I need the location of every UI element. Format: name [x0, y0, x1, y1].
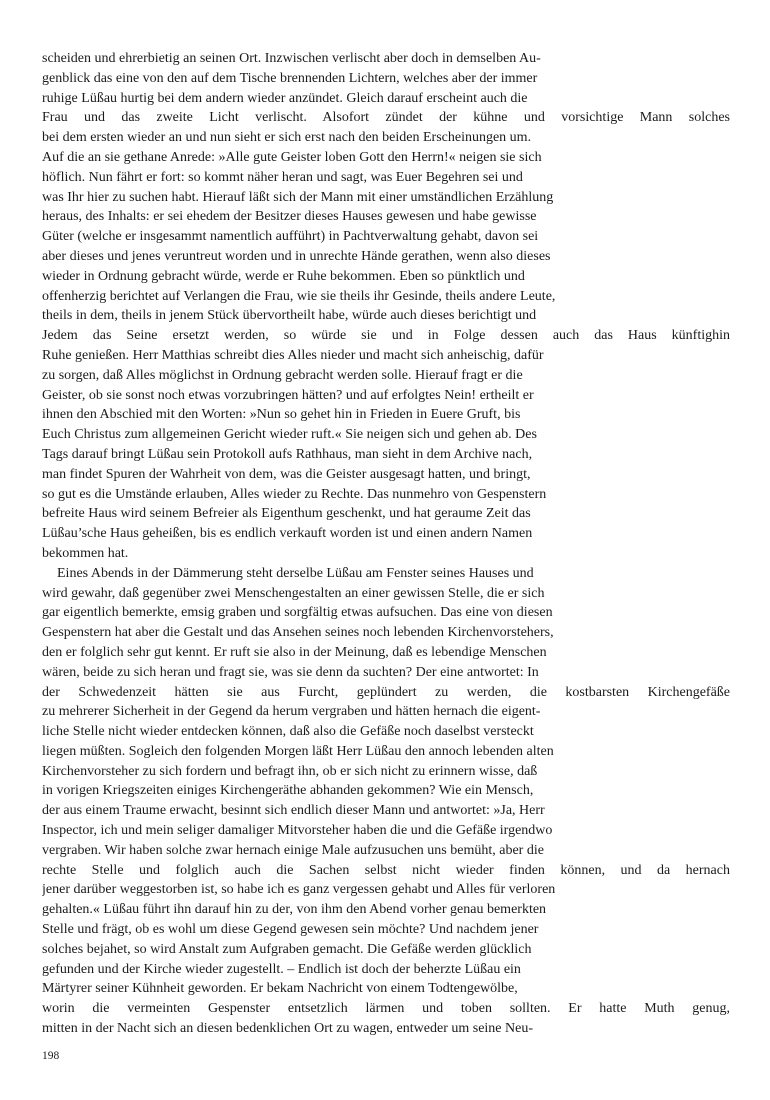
- text-line: rechte Stelle und folglich auch die Sachen selbst nicht wieder finden können, und da hernach: [42, 862, 730, 878]
- text-line: jener darüber weggestorben ist, so habe ich es ganz vergessen gehabt und Alles für verloren: [42, 882, 556, 898]
- text-line: Kirchenvorsteher zu sich fordern und befragt ihn, ob er sich nicht zu erinnern wisse, daß: [42, 763, 538, 779]
- text-line: ihnen den Abschied mit den Worten: »Nun so gehet hin in Frieden in Euere Gruft, bis: [42, 407, 521, 423]
- text-line: Lüßau’sche Haus geheißen, bis es endlich verkauft worden ist und einen andern Namen: [42, 526, 533, 542]
- text-line: Auf die an sie gethane Anrede: »Alle gute Geister loben Gott den Herrn!« neigen sie sich: [42, 149, 542, 165]
- text-line: wird gewahr, daß gegenüber zwei Menschengestalten an einer gewissen Stelle, die er sich: [42, 585, 545, 601]
- text-line: höflich. Nun fährt er fort: so kommt näher heran und sagt, was Euer Begehren sei und: [42, 169, 523, 185]
- text-line: Märtyrer seiner Kühnheit geworden. Er bekam Nachricht von einem Todtengewölbe,: [42, 981, 518, 997]
- page-number: 198: [42, 1050, 60, 1062]
- text-line: Eines Abends in der Dämmerung steht derselbe Lüßau am Fenster seines Hauses und: [57, 565, 534, 581]
- text-line: zu sorgen, daß Alles möglichst in Ordnung gebracht werden solle. Hierauf fragt er die: [42, 367, 523, 383]
- text-line: gefunden und der Kirche wieder zugestellt. – Endlich ist doch der beherzte Lüßau ein: [42, 961, 521, 977]
- text-line: man findet Spuren der Wahrheit von dem, was die Geister ausgesagt hatten, und bringt,: [42, 466, 531, 482]
- text-line: liegen müßten. Sogleich den folgenden Morgen läßt Herr Lüßau den annoch lebenden alten: [42, 743, 554, 759]
- text-line: Tags darauf bringt Lüßau sein Protokoll aufs Rathhaus, man sieht in dem Archive nach,: [42, 446, 533, 462]
- text-line: bei dem ersten wieder an und nun sieht er sich erst nach den beiden Erscheinungen um.: [42, 130, 532, 146]
- text-line: aber dieses und jenes veruntreut worden und in unrechte Hände gerathen, wenn also dieses: [42, 248, 551, 264]
- text-line: liche Stelle nicht wieder entdecken können, daß also die Gefäße noch daselbst versteckt: [42, 724, 534, 740]
- text-line: offenherzig berichtet auf Verlangen die Frau, wie sie theils ihr Gesinde, theils andere Leute,: [42, 288, 556, 304]
- text-line: Frau und das zweite Licht verlischt. Alsofort zündet der kühne und vorsichtige Mann solches: [42, 110, 730, 126]
- text-line: der aus einem Traume erwacht, besinnt sich endlich dieser Mann und antwortet: »Ja, Herr: [42, 803, 545, 819]
- text-line: theils in dem, theils in jenem Stück übervortheilt habe, würde auch dieses berichtigt und: [42, 308, 537, 324]
- text-line: vergraben. Wir haben solche zwar hernach einige Male aufzusuchen uns bemüht, aber die: [42, 842, 544, 858]
- text-line: Ruhe genießen. Herr Matthias schreibt dies Alles nieder und macht sich anheischig, dafür: [42, 347, 544, 363]
- text-line: bekommen hat.: [42, 545, 129, 561]
- text-line: Inspector, ich und mein seliger damaliger Mitvorsteher haben die und die Gefäße irgendwo: [42, 823, 553, 839]
- text-line: solches bejahet, so wird Anstalt zum Aufgraben gemacht. Die Gefäße werden glücklich: [42, 941, 532, 957]
- text-line: Stelle und frägt, ob es wohl um diese Gegend gewesen sein möchte? Und nachdem jener: [42, 922, 539, 938]
- text-line: heraus, des Inhalts: er sei ehedem der Besitzer dieses Hauses gewesen und habe gewisse: [42, 209, 537, 225]
- text-line: Geister, ob sie sonst noch etwas vorzubringen hätten? und auf erfolgtes Nein! ertheilt er: [42, 387, 534, 403]
- text-line: mitten in der Nacht sich an diesen bedenklichen Ort zu wagen, entweder um seine Neu-: [42, 1021, 533, 1037]
- text-line: den er folglich sehr gut kennt. Er ruft sie also in der Meinung, daß es lebendige Menschen: [42, 644, 547, 660]
- text-line: so gut es die Umstände erlauben, Alles wieder zu Rechte. Das nunmehro von Gespenstern: [42, 486, 547, 502]
- text-line: wären, beide zu sich heran und fragt sie, was sie denn da suchten? Der eine antwortet: In: [42, 664, 539, 680]
- text-line: zu mehrerer Sicherheit in der Gegend da herum vergraben und hätten hernach die eigent-: [42, 704, 541, 720]
- text-line: Gespenstern hat aber die Gestalt und das Ansehen seines noch lebenden Kirchenvorstehers,: [42, 625, 554, 641]
- text-line: gar eigentlich bemerkte, emsig graben und sorgfältig etwas aufsuchen. Das eine von diesen: [42, 605, 553, 621]
- text-line: was Ihr hier zu suchen habt. Hierauf läßt sich der Mann mit einer umständlichen Erzählung: [42, 189, 554, 205]
- text-line: genblick das eine von den auf dem Tische brennenden Lichtern, welches aber der immer: [42, 70, 538, 86]
- text-line: in vorigen Kriegszeiten einiges Kirchengeräthe abhanden gekommen? Wie ein Mensch,: [42, 783, 534, 799]
- text-line: Euch Christus zum allgemeinen Gericht wieder ruft.« Sie neigen sich und gehen ab. Des: [42, 427, 537, 443]
- text-line: worin die vermeinten Gespenster entsetzlich lärmen und toben sollten. Er hatte Muth genug,: [42, 1001, 730, 1017]
- page-text: [42, 49, 730, 1039]
- text-line: Güter (welche er insgesammt namentlich aufführt) in Pachtverwaltung gehabt, davon sei: [42, 229, 539, 245]
- text-line: scheiden und ehrerbietig an seinen Ort. Inzwischen verlischt aber doch in demselben Au-: [42, 51, 541, 66]
- text-line: wieder in Ordnung gebracht würde, werde er Ruhe bekommen. Eben so pünktlich und: [42, 268, 525, 284]
- text-line: gehalten.« Lüßau führt ihn darauf hin zu der, von ihm den Abend vorher genau bemerkten: [42, 902, 547, 918]
- text-line: befreite Haus wird seinem Befreier als Eigenthum geschenkt, und hat geraume Zeit das: [42, 506, 531, 522]
- text-line: ruhige Lüßau hurtig bei dem andern wieder anzündet. Gleich darauf erscheint auch die: [42, 90, 528, 106]
- text-line: Jedem das Seine ersetzt werden, so würde sie und in Folge dessen auch das Haus künftighin: [42, 328, 730, 344]
- text-line: der Schwedenzeit hätten sie aus Furcht, geplündert zu werden, die kostbarsten Kirchengefäße: [42, 684, 730, 700]
